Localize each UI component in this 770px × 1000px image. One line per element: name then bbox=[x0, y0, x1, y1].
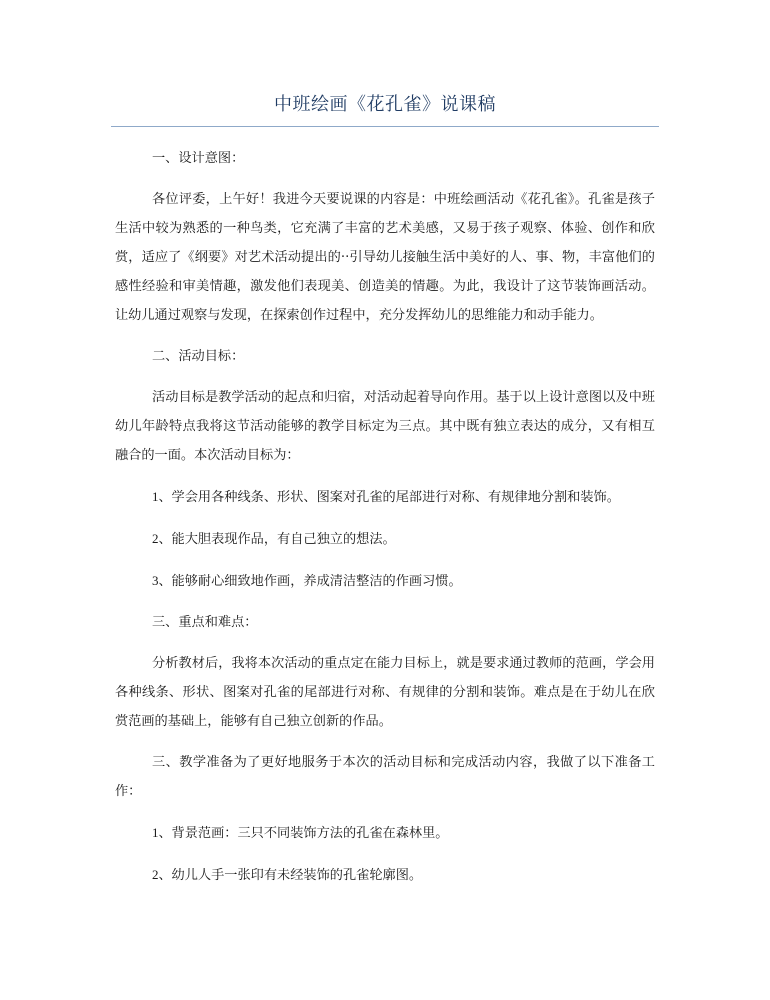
list-item-number: 1、 bbox=[152, 489, 172, 504]
list-item bbox=[115, 524, 655, 554]
list-item-text: 能够耐心细致地作画，养成清洁整洁的作画习惯。 bbox=[171, 574, 462, 589]
list-item-number: 3、 bbox=[152, 573, 172, 588]
list-item-number: 2、 bbox=[152, 867, 172, 882]
paragraph-objectives: 活动目标是教学活动的起点和归宿，对活动起着导向作用。基于以上设计意图以及中班幼儿年龄特点我将这节活动能够的教学目标定为三点。其中既有独立表达的成分，又有相互融合的一面。本次活动目标为： bbox=[115, 390, 655, 463]
list-item-text: 能大胆表现作品，有自己独立的想法。 bbox=[171, 532, 396, 547]
section-heading-key-points: 三、重点和难点： bbox=[152, 615, 258, 630]
list-item-number: 1、 bbox=[152, 825, 172, 840]
section-heading-design-intent: 一、设计意图： bbox=[152, 151, 245, 166]
paragraph-design-intent: 各位评委，上午好！我进今天要说课的内容是：中班绘画活动《花孔雀》。孔雀是孩子生活中较为熟悉的一种鸟类，它充满了丰富的艺术美感，又易于孩子观察、体验、创作和欣赏，适应了《纲要》对艺术活动提出的··引导幼儿接触生活中美好的人、事、物，丰富他们的感性经验和审美情趣，激发他们表现美、创造美的情趣。为此，我设计了这节装饰画活动。让幼儿通过观察与发现，在探索创作过程中，充分发挥幼儿的思维能力和动手能力。 bbox=[115, 192, 655, 323]
list-item-text: 背景范画：三只不同装饰方法的孔雀在森林里。 bbox=[171, 826, 449, 841]
list-item bbox=[115, 818, 655, 848]
list-item bbox=[115, 482, 655, 512]
list-item-text: 幼儿人手一张印有未经装饰的孔雀轮廓图。 bbox=[171, 868, 423, 883]
list-item bbox=[115, 566, 655, 596]
section-heading-objectives: 二、活动目标： bbox=[152, 349, 245, 364]
list-item-number: 2、 bbox=[152, 531, 172, 546]
document-title: 中班绘画《花孔雀》说课稿 bbox=[274, 94, 496, 115]
document-body bbox=[115, 144, 655, 902]
list-item bbox=[115, 860, 655, 890]
list-item-text: 学会用各种线条、形状、图案对孔雀的尾部进行对称、有规律地分割和装饰。 bbox=[171, 490, 620, 505]
paragraph-key-points: 分析教材后，我将本次活动的重点定在能力目标上，就是要求通过教师的范画，学会用各种线条、形状、图案对孔雀的尾部进行对称、有规律的分割和装饰。难点是在于幼儿在欣赏范画的基础上，能够有自己独立创新的作品。 bbox=[115, 656, 655, 729]
title-divider bbox=[111, 126, 659, 127]
paragraph-preparation: 三、教学准备为了更好地服务于本次的活动目标和完成活动内容，我做了以下准备工作： bbox=[115, 755, 655, 799]
